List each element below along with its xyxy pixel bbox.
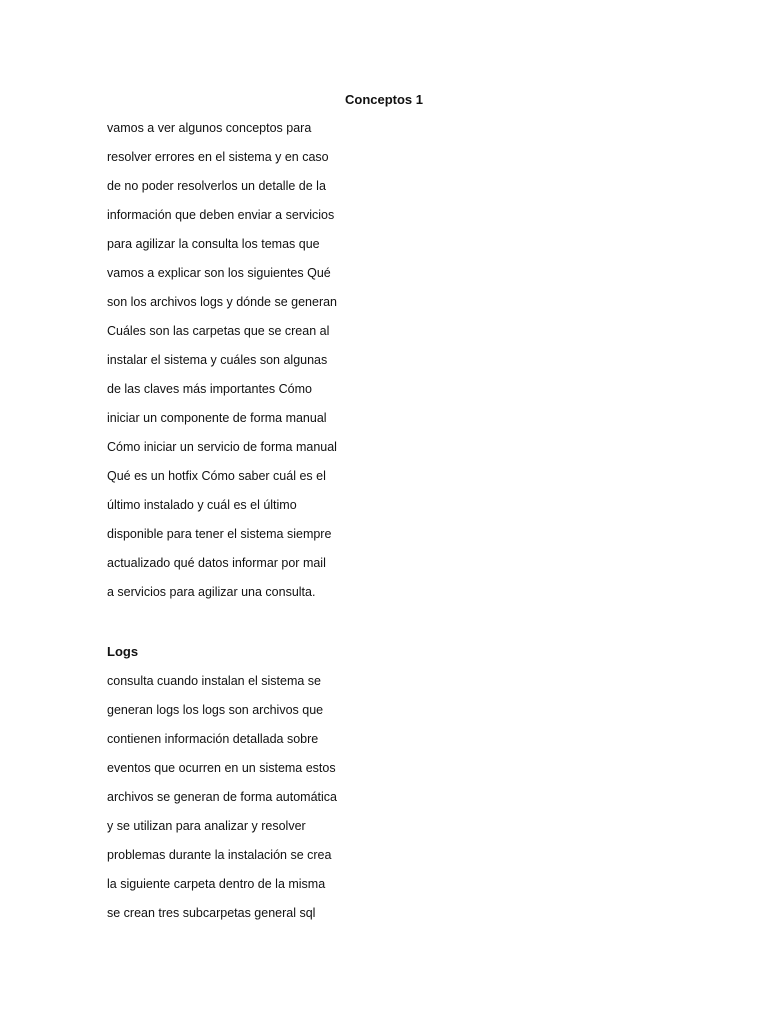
intro-paragraph [107, 114, 337, 607]
text-line: resolver errores en el sistema y en caso [107, 150, 329, 164]
text-line: se crean tres subcarpetas general sql [107, 906, 316, 920]
text-line: de las claves más importantes Cómo [107, 382, 312, 396]
section-heading-logs: Logs [107, 644, 139, 659]
text-line: instalar el sistema y cuáles son algunas [107, 353, 328, 367]
text-line: Cuáles son las carpetas que se crean al [107, 324, 330, 338]
text-line: la siguiente carpeta dentro de la misma [107, 877, 326, 891]
text-line: consulta cuando instalan el sistema se [107, 674, 322, 688]
text-line: contienen información detallada sobre [107, 732, 319, 746]
text-line: archivos se generan de forma automática [107, 790, 337, 804]
text-line: último instalado y cuál es el último [107, 498, 297, 512]
text-line: iniciar un componente de forma manual [107, 411, 327, 425]
text-line: para agilizar la consulta los temas que [107, 237, 320, 251]
text-line: generan logs los logs son archivos que [107, 703, 324, 717]
text-line: vamos a explicar son los siguientes Qué [107, 266, 331, 280]
text-line: vamos a ver algunos conceptos para [107, 121, 312, 135]
page-title: Conceptos 1 [344, 92, 423, 107]
text-line: a servicios para agilizar una consulta. [107, 585, 316, 599]
text-line: Cómo iniciar un servicio de forma manual [107, 440, 337, 454]
text-line: problemas durante la instalación se crea [107, 848, 332, 862]
text-line: eventos que ocurren en un sistema estos [107, 761, 336, 775]
logs-paragraph [107, 667, 337, 928]
text-line: disponible para tener el sistema siempre [107, 527, 332, 541]
text-line: Qué es un hotfix Cómo saber cuál es el [107, 469, 326, 483]
text-line: y se utilizan para analizar y resolver [107, 819, 306, 833]
text-line: de no poder resolverlos un detalle de la [107, 179, 326, 193]
text-line: son los archivos logs y dónde se generan [107, 295, 338, 309]
text-line: actualizado qué datos informar por mail [107, 556, 326, 570]
text-line: información que deben enviar a servicios [107, 208, 335, 222]
